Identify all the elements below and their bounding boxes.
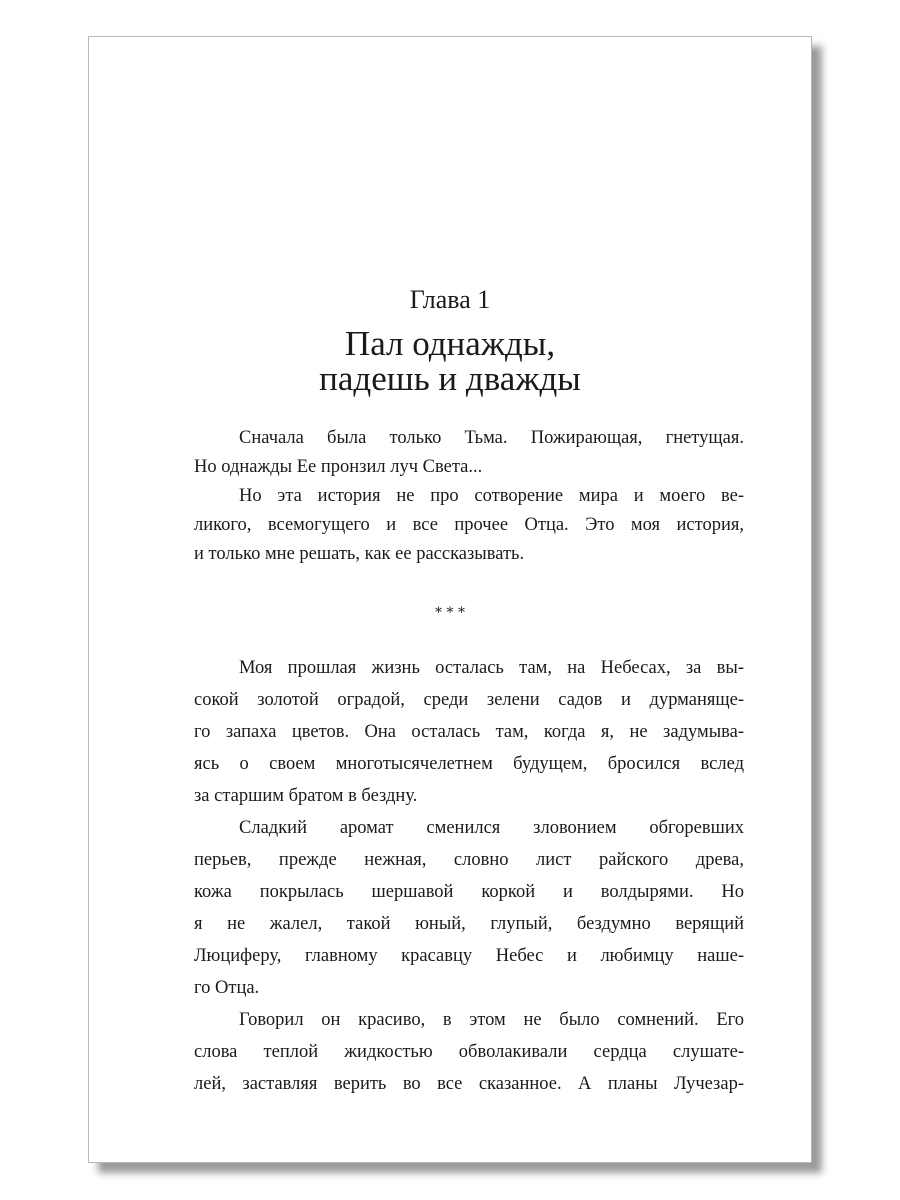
chapter-title-line-1: Пал однажды,: [344, 324, 556, 363]
book-page: [88, 36, 812, 1163]
text-line: я не жалел, такой юный, глупый, бездумно верящий: [194, 914, 744, 934]
text-line: Говорил он красиво, в этом не было сомнений. Его: [239, 1010, 744, 1030]
text-line: Сладкий аромат сменился зловонием обгоревших: [239, 818, 744, 838]
text-line: Моя прошлая жизнь осталась там, на Небесах, за вы-: [239, 658, 744, 678]
chapter-title-line-2: падешь и дважды: [319, 359, 581, 398]
text-line: го Отца.: [194, 978, 260, 998]
text-line: и только мне решать, как ее рассказывать.: [194, 544, 525, 564]
text-line: Сначала была только Тьма. Пожирающая, гнетущая.: [239, 428, 744, 448]
text-line: лей, заставляя верить во все сказанное. А планы Лучезар-: [194, 1074, 744, 1094]
text-line: Люциферу, главному красавцу Небес и любимцу наше-: [194, 946, 744, 966]
chapter-label: Глава 1: [409, 285, 491, 314]
text-line: перьев, прежде нежная, словно лист райского древа,: [194, 850, 744, 870]
text-line: го запаха цветов. Она осталась там, когда я, не задумыва-: [194, 722, 744, 742]
text-line: ликого, всемогущего и все прочее Отца. Это моя история,: [194, 515, 744, 535]
text-line: сокой золотой оградой, среди зелени садов и дурманяще-: [194, 690, 744, 710]
text-line: за старшим братом в бездну.: [194, 786, 418, 806]
section-separator: * * *: [435, 605, 465, 621]
text-line: Но эта история не про сотворение мира и моего ве-: [239, 486, 744, 506]
text-line: слова теплой жидкостью обволакивали сердца слушате-: [194, 1042, 744, 1062]
text-line: кожа покрылась шершавой коркой и волдырями. Но: [194, 882, 744, 902]
text-line: Но однажды Ее пронзил луч Света...: [194, 457, 483, 477]
text-line: ясь о своем многотысячелетнем будущем, бросился вслед: [194, 754, 744, 774]
